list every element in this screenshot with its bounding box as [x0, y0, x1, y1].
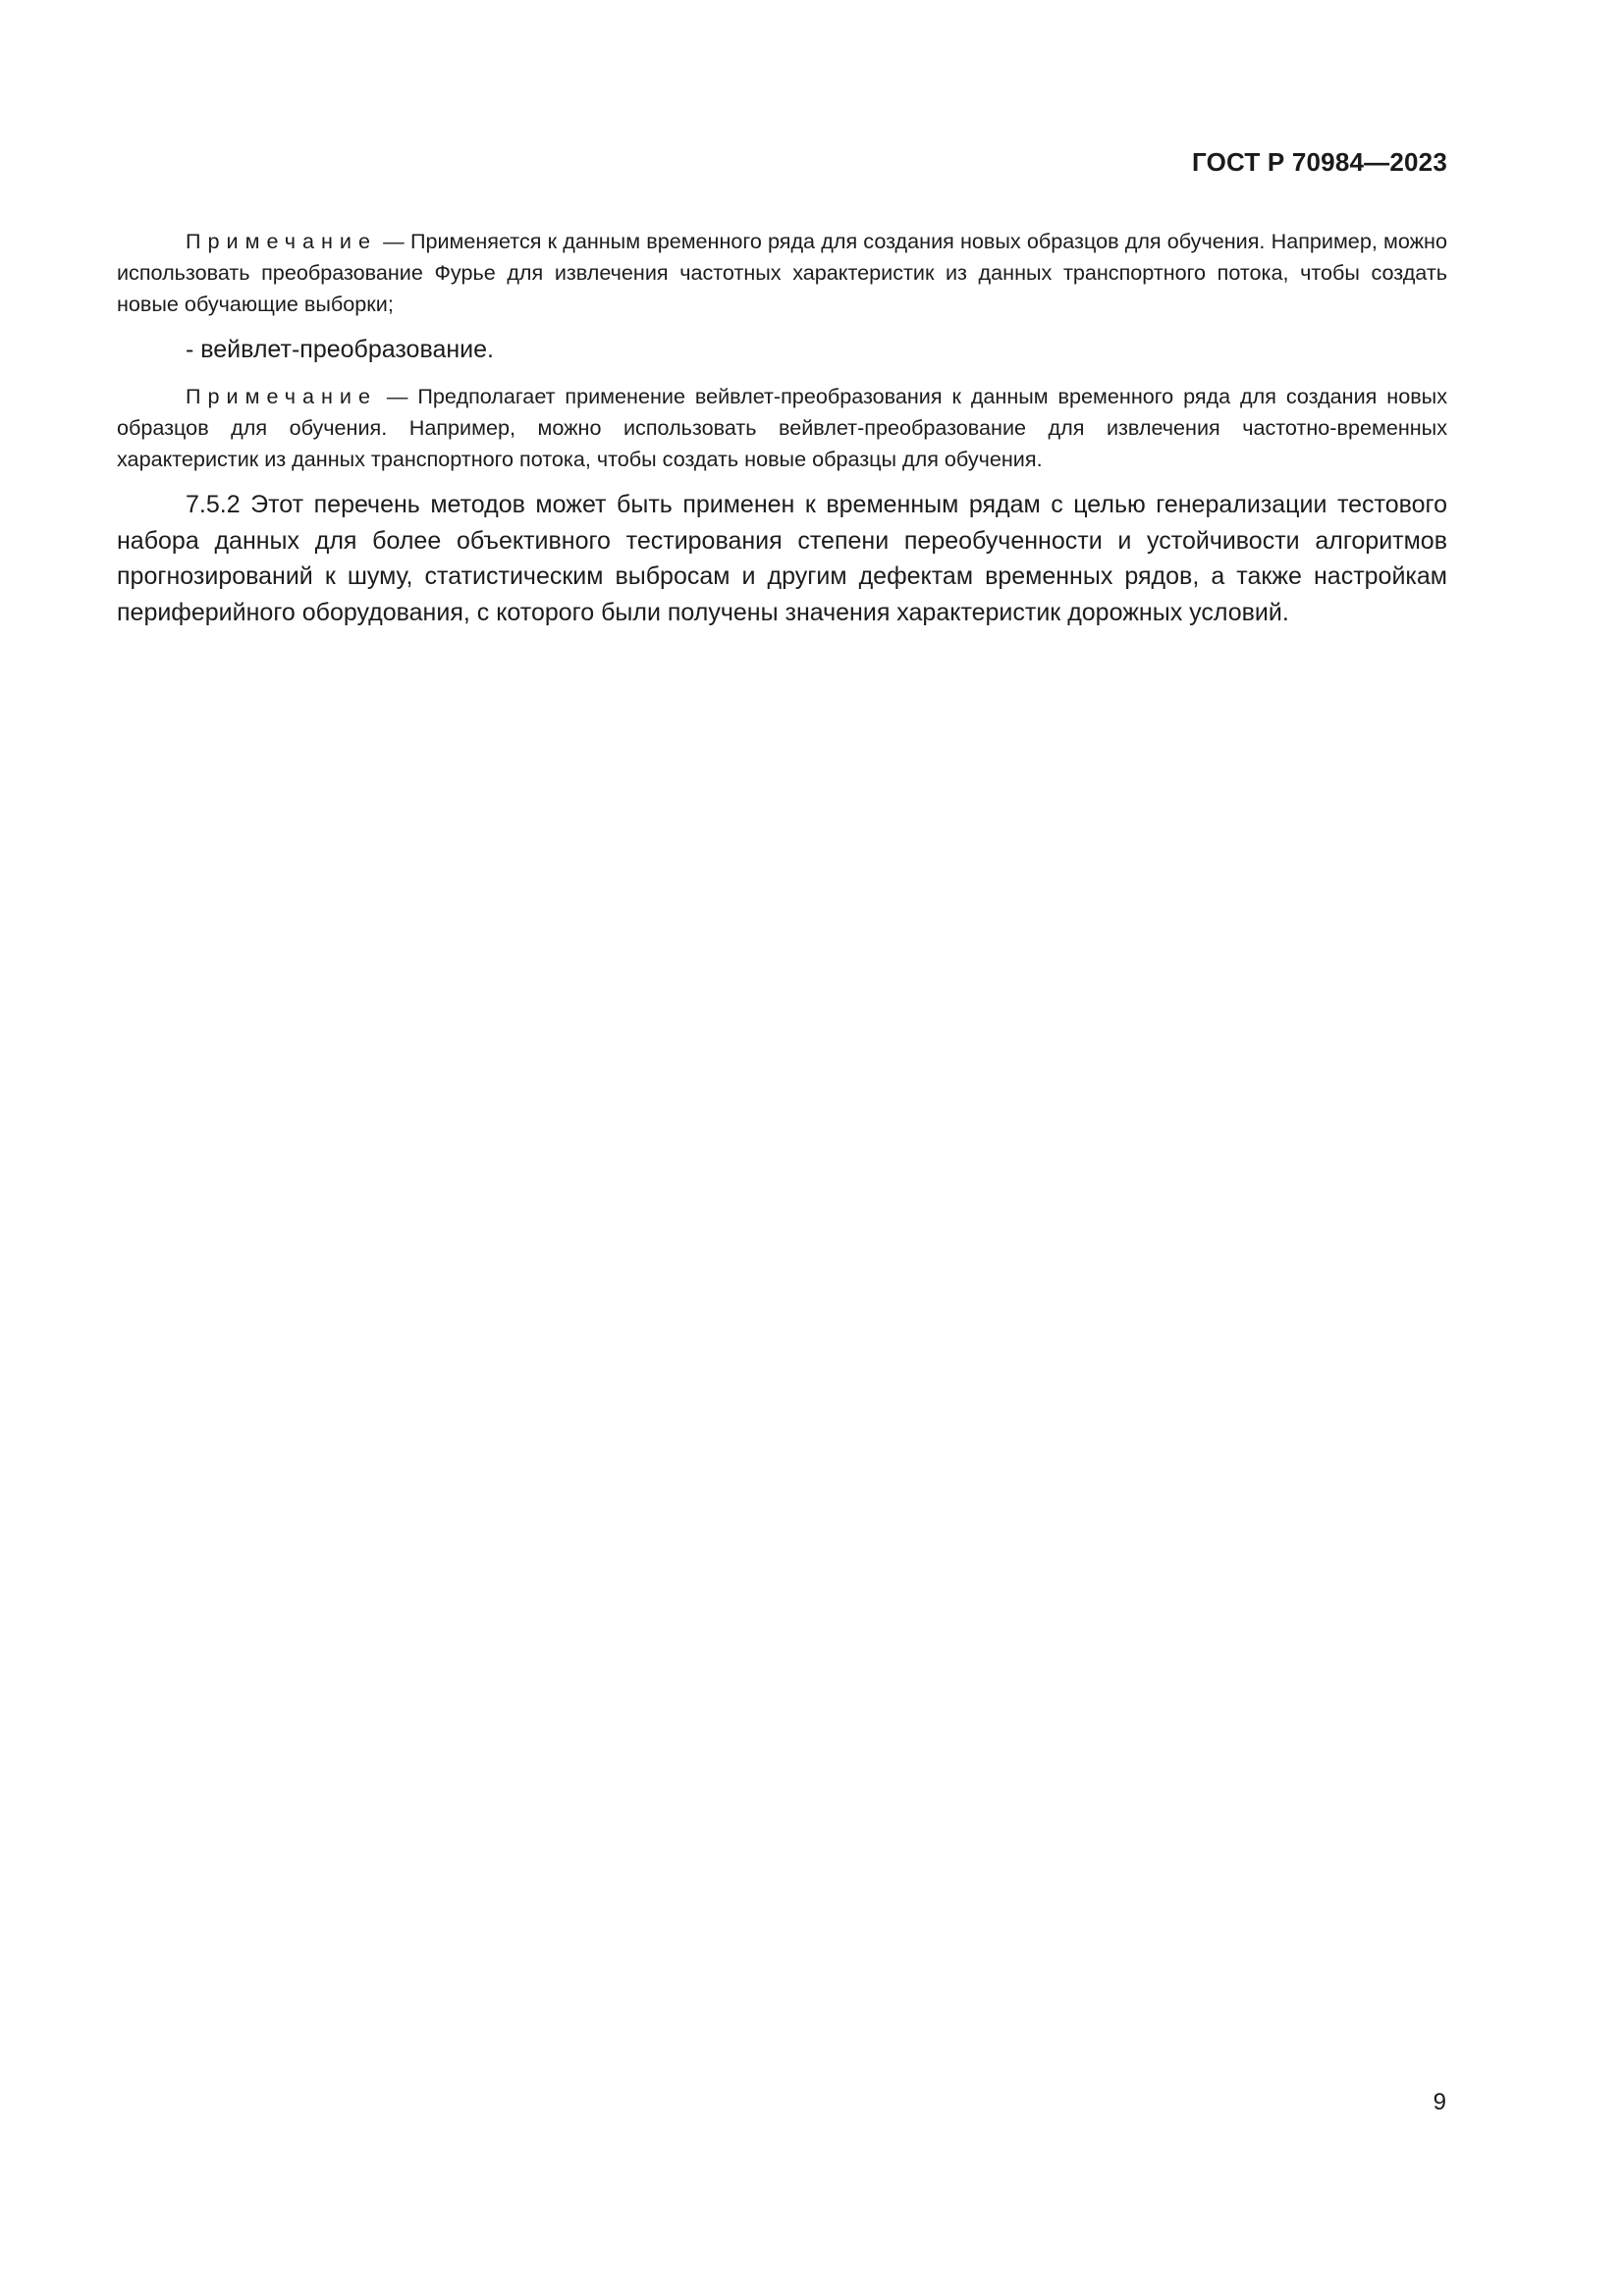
paragraph-7-5-2: 7.5.2 Этот перечень методов может быть применен к временным рядам с целью генерализации тестового набора данных для более объективного тестирования степени переобученности и устойчивости алгоритмов прогнозирований к шуму, статистическим выбросам и другим дефектам временных рядов, а также настройкам периферийного оборудования, с которого были получены значения характеристик дорожных условий. — [117, 491, 1447, 626]
note-text: Предполагает применение вейвлет-преобразования к данным временного ряда для создания новых образцов для обучения. Например, можно использовать вейвлет-преобразование для извлечения частотно-временных характеристик из данных транспортного потока, чтобы создать новые образцы для обучения. — [117, 384, 1447, 471]
document-designation: ГОСТ Р 70984—2023 — [1192, 147, 1447, 177]
note-dash: — — [377, 229, 410, 253]
page-content — [117, 226, 1447, 630]
note-label: Примечание — [186, 384, 377, 408]
list-item-wavelet: - вейвлет-преобразование. — [186, 336, 494, 363]
note-wavelet-transform — [117, 381, 1447, 475]
note-dash: — — [377, 384, 418, 408]
page-number: 9 — [1433, 2089, 1446, 2115]
note-label: Примечание — [186, 229, 377, 253]
note-fourier-transform — [117, 226, 1447, 320]
note-text: Применяется к данным временного ряда для создания новых образцов для обучения. Например, можно использовать преобразование Фурье для извлечения частотных характеристик из данных транспортного потока, чтобы создать новые обучающие выборки; — [117, 229, 1447, 316]
